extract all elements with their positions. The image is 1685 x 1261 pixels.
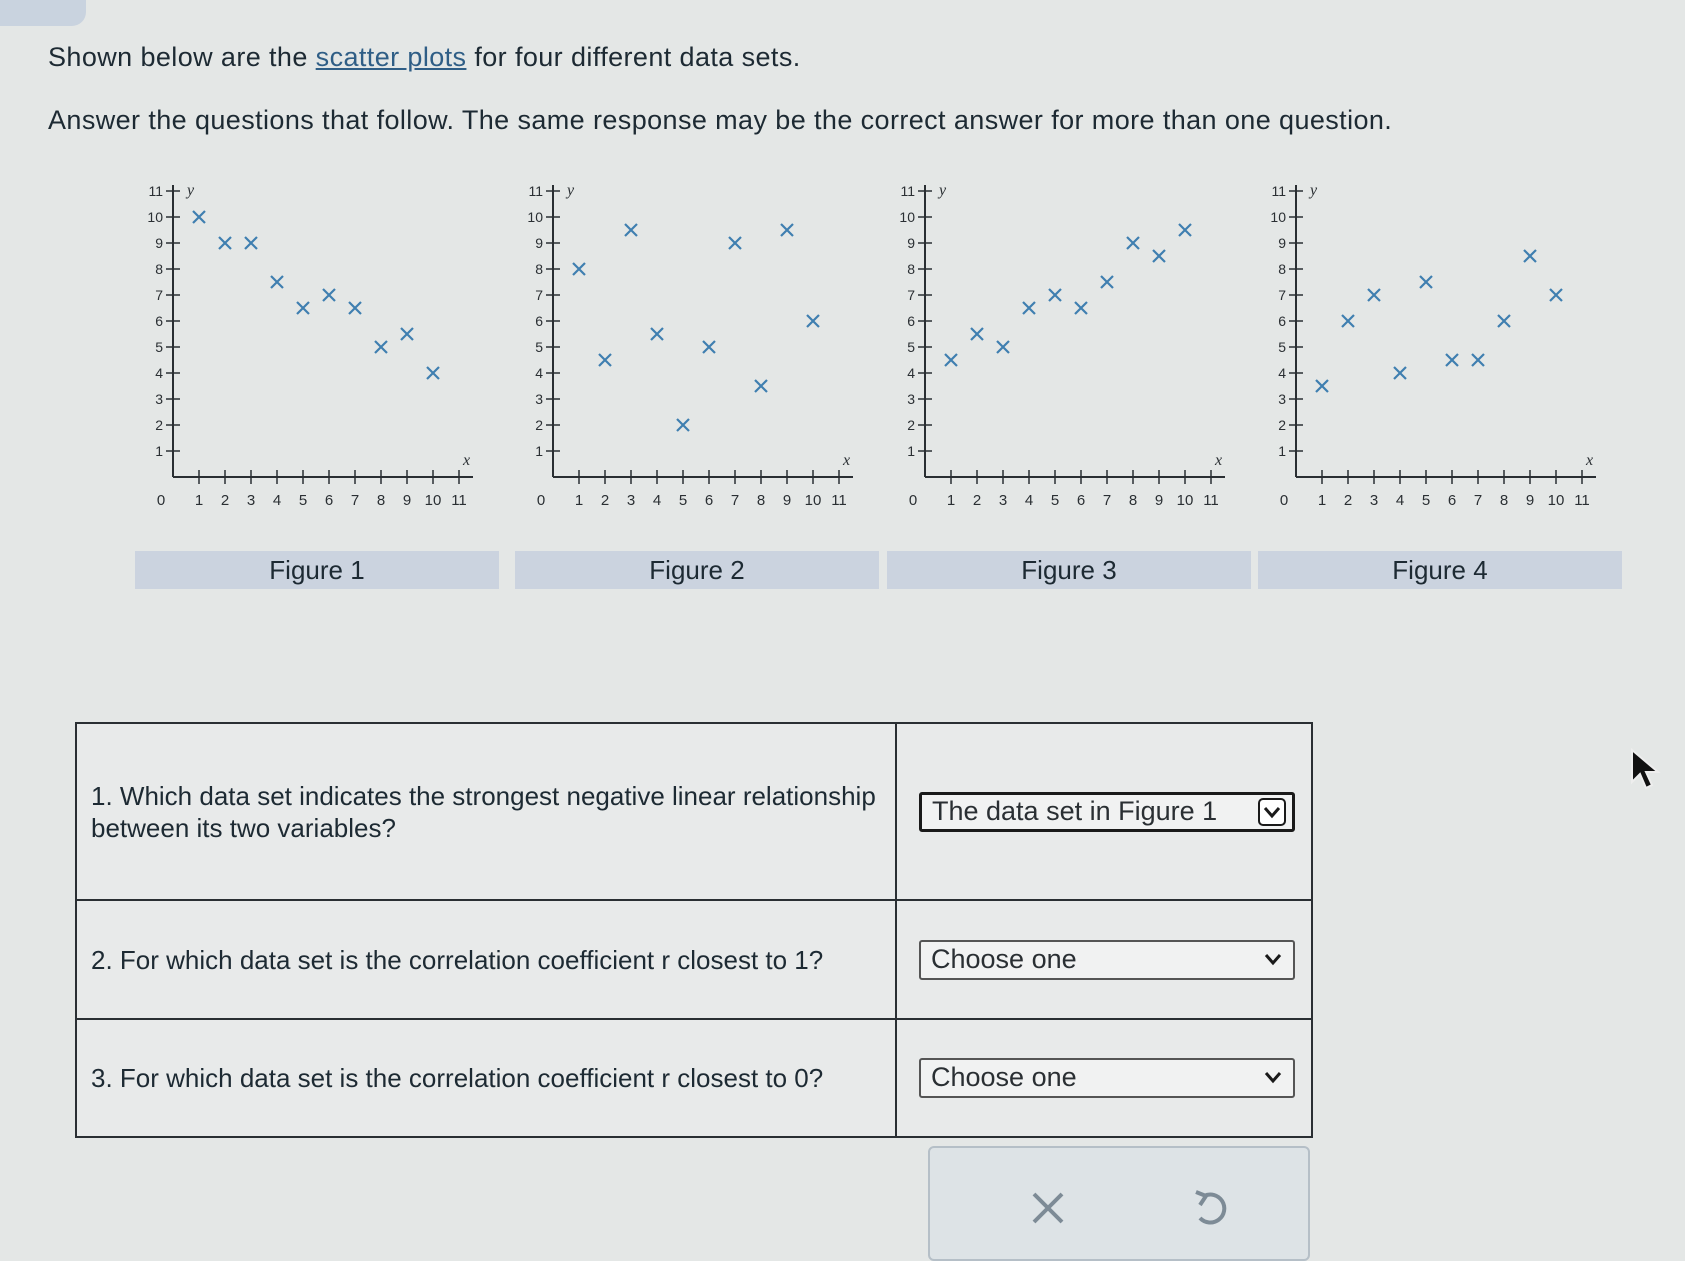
scatter-point (401, 328, 413, 340)
question-1-text: 1. Which data set indicates the strongest negative linear relationship between its two variables? (76, 723, 896, 900)
scatter-point (1420, 276, 1432, 288)
scatter-point (1498, 315, 1510, 327)
figure-1 (135, 185, 510, 615)
scatter-point (1446, 354, 1458, 366)
scatter-point (1049, 289, 1061, 301)
scatter-point (573, 263, 585, 275)
chevron-down-icon (1258, 798, 1286, 826)
y-axis-label: y (567, 185, 575, 199)
y-tick-label: 3 (155, 391, 163, 407)
scatter-plot-3 (887, 185, 1262, 545)
scatter-point (677, 419, 689, 431)
y-tick-label: 4 (535, 365, 543, 381)
x-tick-label: 6 (704, 492, 714, 509)
question-row-1 (76, 723, 1312, 900)
scatter-point (945, 354, 957, 366)
scatter-point (1127, 237, 1139, 249)
x-tick-label: 3 (626, 492, 636, 509)
question-row-2 (76, 900, 1312, 1018)
intro-text-after: for four different data sets. (466, 42, 801, 72)
x-tick-label: 4 (272, 492, 282, 509)
y-axis-label: y (187, 185, 195, 199)
scatter-point (625, 224, 637, 236)
scatter-point (297, 302, 309, 314)
x-tick-label: 8 (756, 492, 766, 509)
y-tick-label: 5 (155, 339, 163, 355)
question-3-text: 3. For which data set is the correlation coefficient r closest to 0? (76, 1019, 896, 1137)
figure-caption: Figure 1 (135, 551, 499, 589)
intro-line-1 (48, 42, 801, 73)
y-tick-label: 4 (907, 365, 915, 381)
x-tick-label: 2 (1343, 492, 1353, 509)
scatter-point (729, 237, 741, 249)
x-tick-label: 6 (1447, 492, 1457, 509)
scatter-plots-link[interactable]: scatter plots (315, 42, 467, 72)
x-tick-label: 3 (1369, 492, 1379, 509)
y-tick-label: 2 (1278, 417, 1286, 433)
x-tick-label: 7 (350, 492, 360, 509)
x-tick-label: 1 (1317, 492, 1327, 509)
mouse-cursor-icon (1630, 748, 1664, 792)
scatter-plot-2 (515, 185, 890, 545)
y-tick-label: 1 (907, 443, 915, 459)
x-tick-label: 10 (1547, 492, 1565, 509)
x-tick-label: 4 (652, 492, 662, 509)
answer-select-2-value: Choose one (931, 944, 1077, 975)
figure-caption: Figure 4 (1258, 551, 1622, 589)
y-tick-label: 3 (1278, 391, 1286, 407)
scatter-point (755, 380, 767, 392)
x-tick-label: 5 (678, 492, 688, 509)
y-tick-label: 10 (1270, 209, 1286, 225)
scatter-plot-1 (135, 185, 510, 545)
scatter-point (703, 341, 715, 353)
scatter-point (781, 224, 793, 236)
x-tick-label: 7 (730, 492, 740, 509)
y-tick-label: 10 (899, 209, 915, 225)
y-tick-label: 4 (1278, 365, 1286, 381)
x-tick-label: 11 (1574, 492, 1590, 509)
answer-select-3[interactable] (919, 1058, 1295, 1098)
y-tick-label: 11 (148, 185, 163, 199)
scatter-point (1394, 367, 1406, 379)
x-tick-label: 5 (298, 492, 308, 509)
question-2-text: 2. For which data set is the correlation coefficient r closest to 1? (76, 900, 896, 1018)
figure-3 (887, 185, 1262, 615)
x-tick-label: 9 (402, 492, 412, 509)
answer-select-3-value: Choose one (931, 1062, 1077, 1093)
x-tick-label: 6 (324, 492, 334, 509)
y-tick-label: 5 (1278, 339, 1286, 355)
x-tick-label: 4 (1395, 492, 1405, 509)
y-tick-label: 3 (907, 391, 915, 407)
x-tick-label: 1 (194, 492, 204, 509)
y-tick-label: 11 (900, 185, 915, 199)
answer-select-2[interactable] (919, 940, 1295, 980)
y-tick-label: 9 (907, 235, 915, 251)
y-tick-label: 1 (1278, 443, 1286, 459)
y-tick-label: 6 (1278, 313, 1286, 329)
answer-select-1-value: The data set in Figure 1 (932, 796, 1218, 827)
scatter-plot-4 (1258, 185, 1633, 545)
scatter-point (1472, 354, 1484, 366)
x-tick-label: 9 (782, 492, 792, 509)
x-tick-label: 8 (376, 492, 386, 509)
y-tick-label: 11 (528, 185, 543, 199)
figure-4 (1258, 185, 1633, 615)
x-axis-label: x (1586, 452, 1594, 469)
y-tick-label: 11 (1271, 185, 1286, 199)
y-tick-label: 2 (155, 417, 163, 433)
scatter-point (427, 367, 439, 379)
scatter-point (807, 315, 819, 327)
y-tick-label: 7 (1278, 287, 1286, 303)
scatter-point (271, 276, 283, 288)
question-row-3 (76, 1019, 1312, 1137)
y-tick-label: 10 (527, 209, 543, 225)
scatter-point (1550, 289, 1562, 301)
x-tick-label: 2 (972, 492, 982, 509)
figure-caption: Figure 2 (515, 551, 879, 589)
x-tick-label: 5 (1050, 492, 1060, 509)
y-tick-label: 6 (155, 313, 163, 329)
y-tick-label: 1 (535, 443, 543, 459)
scatter-point (651, 328, 663, 340)
chevron-down-icon (1259, 1063, 1287, 1091)
y-tick-label: 5 (907, 339, 915, 355)
y-tick-label: 4 (155, 365, 163, 381)
x-tick-label: 8 (1128, 492, 1138, 509)
x-tick-label: 10 (804, 492, 822, 509)
x-tick-label: 8 (1499, 492, 1509, 509)
y-tick-label: 5 (535, 339, 543, 355)
scatter-point (599, 354, 611, 366)
x-tick-label: 6 (1076, 492, 1086, 509)
y-tick-label: 2 (535, 417, 543, 433)
figure-2 (515, 185, 890, 615)
scatter-point (1023, 302, 1035, 314)
x-tick-label: 10 (1176, 492, 1194, 509)
top-tab (0, 0, 86, 26)
x-tick-label: 10 (424, 492, 442, 509)
x-tick-label: 7 (1473, 492, 1483, 509)
y-tick-label: 1 (155, 443, 163, 459)
x-tick-label: 9 (1525, 492, 1535, 509)
y-tick-label: 9 (535, 235, 543, 251)
scatter-point (1342, 315, 1354, 327)
x-tick-label: 11 (831, 492, 847, 509)
figure-caption: Figure 3 (887, 551, 1251, 589)
x-tick-label: 2 (220, 492, 230, 509)
answer-select-1[interactable] (919, 792, 1295, 832)
scatter-point (1101, 276, 1113, 288)
x-tick-label: 4 (1024, 492, 1034, 509)
x-tick-label: 2 (600, 492, 610, 509)
x-tick-label: 7 (1102, 492, 1112, 509)
x-tick-label: 11 (1203, 492, 1219, 509)
questions-table (75, 722, 1313, 1138)
close-x-icon[interactable] (1018, 1178, 1078, 1238)
y-tick-label: 7 (535, 287, 543, 303)
origin-label: 0 (156, 492, 166, 509)
intro-text-before: Shown below are the (48, 42, 316, 72)
x-axis-label: x (843, 452, 851, 469)
x-tick-label: 9 (1154, 492, 1164, 509)
y-tick-label: 6 (907, 313, 915, 329)
y-tick-label: 9 (1278, 235, 1286, 251)
scatter-point (323, 289, 335, 301)
y-tick-label: 2 (907, 417, 915, 433)
scatter-point (1179, 224, 1191, 236)
scatter-point (193, 211, 205, 223)
x-axis-label: x (463, 452, 471, 469)
x-tick-label: 3 (246, 492, 256, 509)
y-tick-label: 7 (155, 287, 163, 303)
x-tick-label: 11 (451, 492, 467, 509)
scatter-point (1075, 302, 1087, 314)
scatter-point (1316, 380, 1328, 392)
x-axis-label: x (1215, 452, 1223, 469)
y-tick-label: 9 (155, 235, 163, 251)
y-tick-label: 8 (155, 261, 163, 277)
y-tick-label: 8 (907, 261, 915, 277)
origin-label: 0 (536, 492, 546, 509)
x-tick-label: 1 (574, 492, 584, 509)
scatter-point (349, 302, 361, 314)
y-axis-label: y (1310, 185, 1318, 199)
scatter-point (375, 341, 387, 353)
x-tick-label: 1 (946, 492, 956, 509)
action-bar (928, 1146, 1310, 1261)
y-tick-label: 8 (535, 261, 543, 277)
scatter-point (971, 328, 983, 340)
x-tick-label: 5 (1421, 492, 1431, 509)
scatter-point (1524, 250, 1536, 262)
y-tick-label: 10 (147, 209, 163, 225)
scatter-point (245, 237, 257, 249)
scatter-point (1153, 250, 1165, 262)
origin-label: 0 (1279, 492, 1289, 509)
intro-line-2: Answer the questions that follow. The same response may be the correct answer for more than one question. (48, 105, 1393, 135)
scatter-point (219, 237, 231, 249)
origin-label: 0 (908, 492, 918, 509)
x-tick-label: 3 (998, 492, 1008, 509)
undo-icon[interactable] (1180, 1178, 1240, 1238)
y-axis-label: y (939, 185, 947, 199)
y-tick-label: 6 (535, 313, 543, 329)
y-tick-label: 8 (1278, 261, 1286, 277)
y-tick-label: 3 (535, 391, 543, 407)
scatter-point (1368, 289, 1380, 301)
chevron-down-icon (1259, 945, 1287, 973)
scatter-point (997, 341, 1009, 353)
y-tick-label: 7 (907, 287, 915, 303)
